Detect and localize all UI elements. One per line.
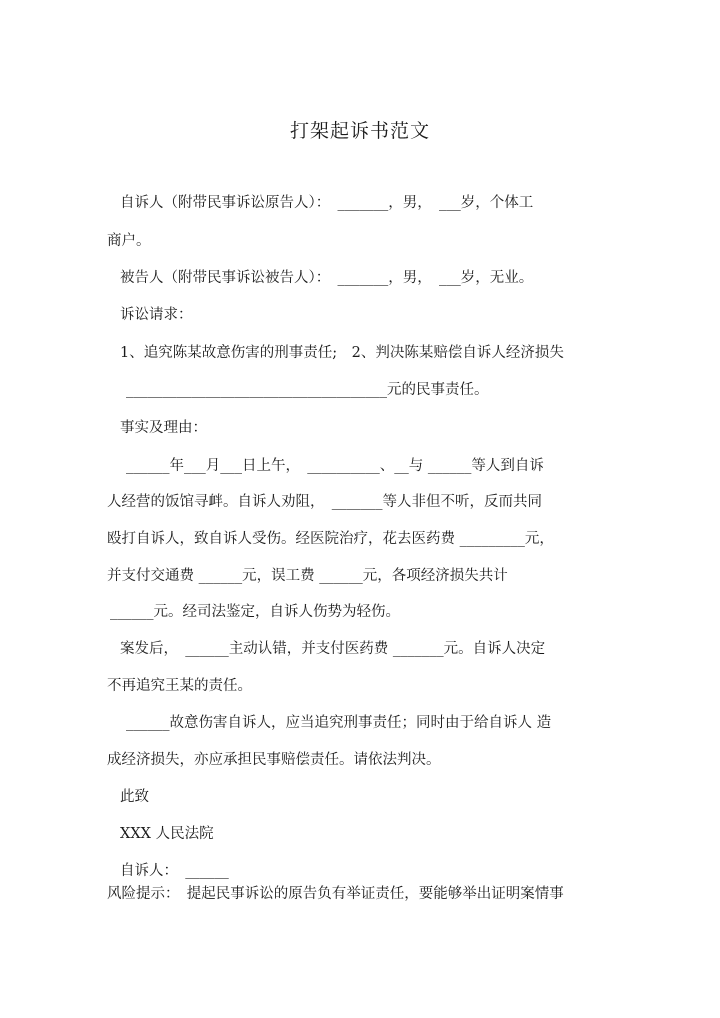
facts-heading: 事实及理由： <box>120 420 207 436</box>
risk-warning-line: 风险提示： 提起民事诉讼的原告负有举证责任，要能够举出证明案情事 <box>107 886 564 902</box>
plaintiff-signature-line: 自诉人： ______ <box>120 863 229 879</box>
facts-paragraph-line: 人经营的饭馆寻衅。自诉人劝阻， _______等人非但不听，反而共同 <box>107 494 542 510</box>
court-name: XXX 人民法院 <box>120 826 214 842</box>
defendant-line: 被告人（附带民事诉讼被告人）： _______，男， ___岁，无业。 <box>120 270 534 286</box>
after-incident-line-cont: 不再追究王某的责任。 <box>107 678 252 694</box>
after-incident-line: 案发后， ______主动认错，并支付医药费 _______元。自诉人决定 <box>120 641 546 657</box>
liability-line-cont: 成经济损失，亦应承担民事赔偿责任。请依法判决。 <box>107 752 441 768</box>
facts-paragraph-line: 殴打自诉人，致自诉人受伤。经医院治疗，花去医药费 _________元， <box>107 531 554 547</box>
closing-salutation: 此致 <box>120 789 149 805</box>
claims-heading: 诉讼请求： <box>120 307 193 323</box>
facts-paragraph-line: ______元。经司法鉴定，自诉人伤势为轻伤。 <box>110 604 400 620</box>
plaintiff-line-cont: 商户。 <box>107 233 151 249</box>
facts-paragraph-line: 并支付交通费 ______元，误工费 ______元，各项经济损失共计 <box>107 568 508 584</box>
document-title: 打架起诉书范文 <box>289 120 430 142</box>
liability-line: ______故意伤害自诉人，应当追究刑事责任；同时由于给自诉人 造 <box>126 715 552 731</box>
plaintiff-line: 自诉人（附带民事诉讼原告人）： _______，男， ___岁，个体工 <box>120 195 534 211</box>
facts-paragraph-line: ______年___月___日上午， __________、__与 ______等人到自诉 <box>126 458 544 474</box>
claims-line-cont: ____________________________________元的民事责任。 <box>126 382 489 398</box>
claims-line: 1、追究陈某故意伤害的刑事责任; 2、判决陈某赔偿自诉人经济损失 <box>120 345 564 361</box>
